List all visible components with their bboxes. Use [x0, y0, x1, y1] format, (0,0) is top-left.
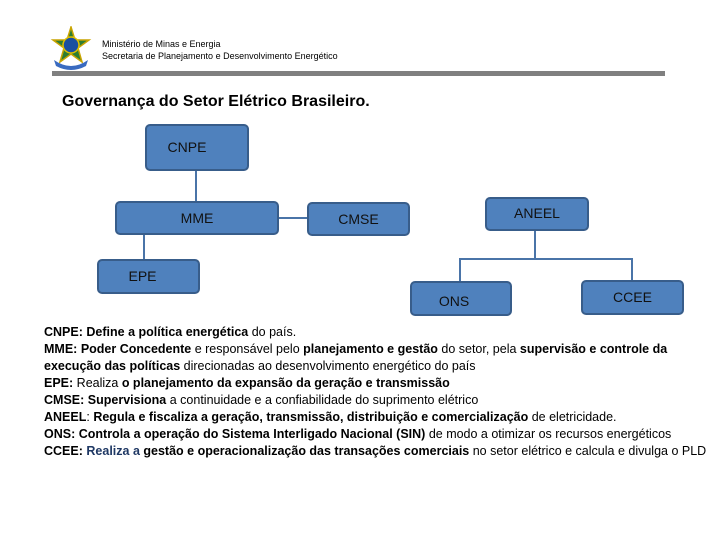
desc-text: a continuidade e a confiabilidade do suprimento elétrico: [166, 393, 479, 407]
desc-ccee: [44, 443, 709, 460]
node-label: CCEE: [613, 288, 652, 305]
node-ons: [410, 281, 512, 316]
desc-text: de eletricidade.: [528, 410, 617, 424]
desc-cmse: [44, 392, 709, 409]
desc-text: do país.: [248, 325, 297, 339]
desc-label: EPE:: [44, 376, 74, 390]
desc-bold: Poder Concedente: [80, 342, 192, 356]
desc-mme: [44, 341, 709, 375]
node-epe: [97, 259, 200, 294]
ministry-name: Ministério de Minas e Energia: [102, 39, 221, 49]
desc-text: no setor elétrico e calcula e divulga o PLD: [469, 444, 707, 458]
desc-cnpe: [44, 324, 709, 341]
header-divider: [52, 71, 665, 76]
desc-bold: Supervisiona: [87, 393, 167, 407]
connector-to-ons: [459, 258, 461, 282]
desc-bold: o planejamento da expansão da geração e transmissão: [121, 376, 450, 390]
node-cmse: [307, 202, 410, 236]
connector-aneel-down: [534, 231, 536, 259]
desc-ons: [44, 426, 709, 443]
connector-aneel-branch: [459, 258, 633, 260]
desc-label: CNPE:: [44, 325, 83, 339]
desc-label: CMSE:: [44, 393, 85, 407]
desc-epe: [44, 375, 709, 392]
connector-cnpe-mme: [195, 171, 197, 202]
node-aneel: [485, 197, 589, 231]
node-label: ONS: [438, 292, 470, 309]
desc-text: do setor, pela: [437, 342, 520, 356]
desc-text: :: [86, 410, 94, 424]
page-title: Governança do Setor Elétrico Brasileiro.: [62, 93, 370, 110]
node-label: CMSE: [338, 211, 379, 227]
desc-bold: Regula e fiscaliza a geração, transmissão, distribuição e comercialização: [93, 410, 529, 424]
descriptions: [44, 324, 709, 460]
desc-text: de modo a otimizar os recursos energéticos: [425, 427, 672, 441]
desc-aneel: [44, 409, 709, 426]
node-mme: [115, 201, 279, 235]
desc-label: ANEEL: [44, 410, 87, 424]
desc-bold: Realiza a: [86, 444, 140, 458]
desc-bold: planejamento e gestão: [303, 342, 438, 356]
node-label: EPE: [128, 267, 157, 284]
desc-bold: supervisão e controle da execução das políticas: [44, 342, 668, 373]
node-ccee: [581, 280, 684, 315]
node-cnpe: [145, 124, 249, 171]
brazil-coat-of-arms-logo: [50, 26, 92, 70]
desc-bold: gestão e operacionalização das transações comerciais: [143, 444, 470, 458]
desc-text: Realiza: [73, 376, 122, 390]
node-label: MME: [180, 210, 214, 226]
desc-bold: Controla a operação do Sistema Interligado Nacional (SIN): [78, 427, 426, 441]
desc-label: ONS:: [44, 427, 76, 441]
desc-text: direcionadas ao desenvolvimento energético do país: [180, 359, 476, 373]
desc-label: CCEE:: [44, 444, 83, 458]
desc-bold: Define a política energética: [86, 325, 249, 339]
desc-label: MME:: [44, 342, 78, 356]
connector-mme-epe: [143, 235, 145, 260]
node-label: CNPE: [167, 138, 207, 155]
desc-text: e responsável pelo: [191, 342, 304, 356]
connector-mme-cmse: [278, 217, 308, 219]
secretariat-name: Secretaria de Planejamento e Desenvolvimento Energético: [102, 51, 338, 61]
node-label: ANEEL: [514, 205, 560, 221]
connector-to-ccee: [631, 258, 633, 281]
